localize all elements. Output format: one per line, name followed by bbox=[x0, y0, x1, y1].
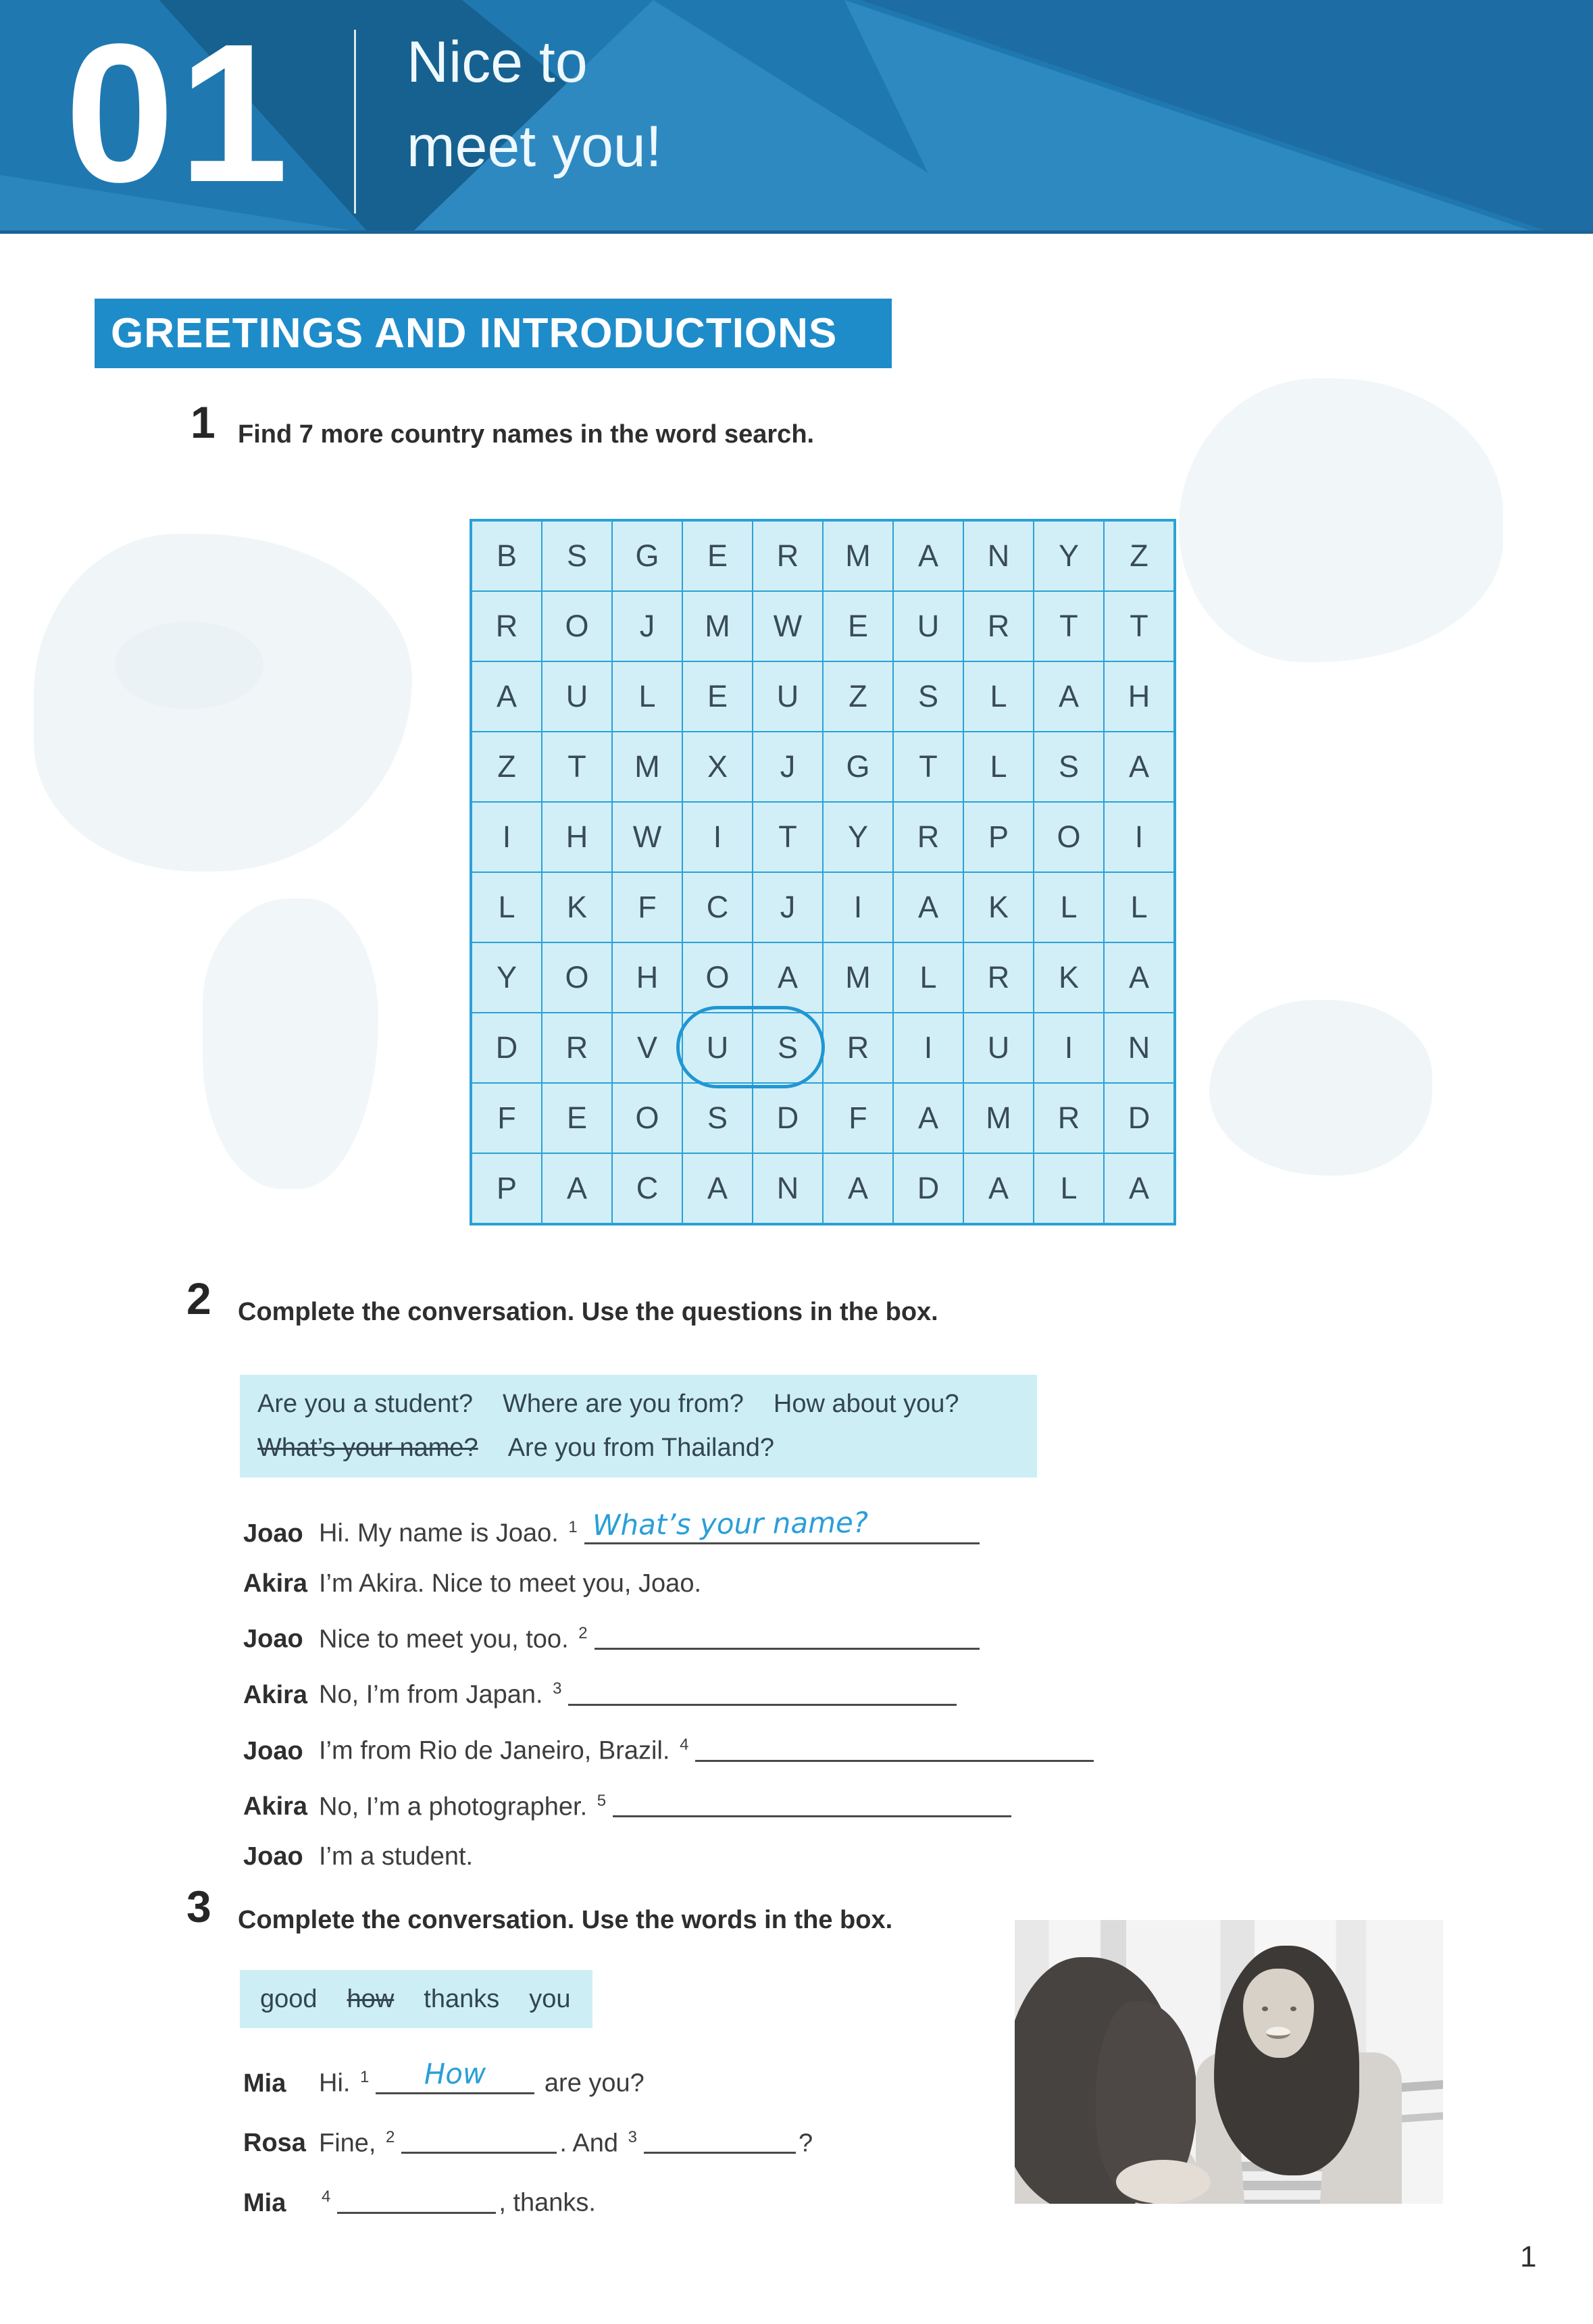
grid-cell-3-2[interactable]: M bbox=[612, 732, 682, 802]
grid-cell-0-3[interactable]: E bbox=[682, 521, 753, 591]
map-asia bbox=[1179, 378, 1503, 662]
photo-person-right-smile bbox=[1266, 2027, 1290, 2039]
grid-cell-8-6[interactable]: A bbox=[893, 1083, 963, 1153]
handwritten-answer: How bbox=[424, 2056, 486, 2091]
grid-cell-0-8[interactable]: Y bbox=[1034, 521, 1104, 591]
grid-cell-3-0[interactable]: Z bbox=[472, 732, 542, 802]
grid-cell-2-6[interactable]: S bbox=[893, 661, 963, 732]
answer-blank[interactable] bbox=[568, 1698, 957, 1706]
dialogue-row bbox=[243, 1505, 1297, 1550]
speaker-name: Joao bbox=[243, 1736, 303, 1765]
grid-cell-5-8[interactable]: L bbox=[1034, 872, 1104, 942]
exercise3-number: 3 bbox=[186, 1881, 211, 1931]
grid-cell-8-1[interactable]: E bbox=[542, 1083, 612, 1153]
answer-blank[interactable] bbox=[337, 2206, 496, 2214]
map-north-america-2 bbox=[115, 622, 263, 709]
exercise2-word-box bbox=[240, 1375, 1037, 1477]
grid-cell-6-6[interactable]: L bbox=[893, 942, 963, 1013]
answer-blank[interactable] bbox=[376, 2056, 534, 2094]
speaker-name: Joao bbox=[243, 1519, 303, 1548]
answer-blank[interactable] bbox=[613, 1809, 1011, 1817]
grid-cell-1-8[interactable]: T bbox=[1034, 591, 1104, 661]
grid-cell-7-8[interactable]: I bbox=[1034, 1013, 1104, 1083]
grid-cell-0-9[interactable]: Z bbox=[1104, 521, 1174, 591]
unit-banner bbox=[0, 0, 1593, 234]
grid-cell-9-3[interactable]: A bbox=[682, 1153, 753, 1223]
grid-cell-5-1[interactable]: K bbox=[542, 872, 612, 942]
grid-cell-5-7[interactable]: K bbox=[963, 872, 1034, 942]
grid-cell-3-3[interactable]: X bbox=[682, 732, 753, 802]
dialogue-text: Fine, $^2$ . And $^3$ ? bbox=[319, 2127, 813, 2158]
speaker-name: Rosa bbox=[243, 2129, 306, 2158]
speaker-name: Joao bbox=[243, 1842, 303, 1871]
unit-title-line1: Nice to bbox=[407, 30, 588, 95]
grid-cell-6-0[interactable]: Y bbox=[472, 942, 542, 1013]
dialogue-text: $^4$ , thanks. bbox=[322, 2188, 596, 2217]
grid-cell-1-3[interactable]: M bbox=[682, 591, 753, 661]
grid-cell-4-5[interactable]: Y bbox=[823, 802, 893, 872]
word-option-struck[interactable]: What’s your name? bbox=[257, 1434, 478, 1462]
grid-cell-4-0[interactable]: I bbox=[472, 802, 542, 872]
grid-cell-9-2[interactable]: C bbox=[612, 1153, 682, 1223]
blank-number: 1 bbox=[360, 2068, 370, 2086]
grid-cell-3-8[interactable]: S bbox=[1034, 732, 1104, 802]
unit-title-divider bbox=[354, 30, 356, 213]
word-box-row bbox=[257, 1390, 1019, 1419]
grid-cell-1-9[interactable]: T bbox=[1104, 591, 1174, 661]
word-box-row bbox=[260, 1985, 572, 2014]
map-australia bbox=[1209, 1000, 1432, 1176]
exercise1-number: 1 bbox=[191, 397, 216, 447]
grid-cell-1-6[interactable]: U bbox=[893, 591, 963, 661]
answer-blank[interactable] bbox=[401, 2146, 557, 2154]
dialogue-text: No, I’m a photographer. $^5$ bbox=[319, 1784, 1014, 1824]
grid-cell-8-5[interactable]: F bbox=[823, 1083, 893, 1153]
photo-person-right-eye-2 bbox=[1290, 2006, 1296, 2011]
answer-blank[interactable] bbox=[595, 1642, 980, 1650]
word-search bbox=[470, 519, 1176, 1226]
exercise2-dialogue bbox=[243, 1505, 1297, 1890]
speaker-name: Akira bbox=[243, 1569, 308, 1598]
grid-cell-3-6[interactable]: T bbox=[893, 732, 963, 802]
grid-cell-2-7[interactable]: L bbox=[963, 661, 1034, 732]
grid-cell-4-1[interactable]: H bbox=[542, 802, 612, 872]
grid-cell-1-2[interactable]: J bbox=[612, 591, 682, 661]
grid-cell-0-1[interactable]: S bbox=[542, 521, 612, 591]
answer-blank[interactable] bbox=[644, 2146, 796, 2154]
grid-cell-2-1[interactable]: U bbox=[542, 661, 612, 732]
grid-cell-7-2[interactable]: V bbox=[612, 1013, 682, 1083]
blank-number: 3 bbox=[553, 1679, 562, 1698]
exercise1-instruction: Find 7 more country names in the word search. bbox=[238, 420, 815, 449]
grid-cell-8-4[interactable]: D bbox=[753, 1083, 823, 1153]
speaker-name: Joao bbox=[243, 1625, 303, 1654]
dialogue-text: Hi. $^1$ How are you? bbox=[319, 2056, 644, 2098]
word-box-row bbox=[257, 1434, 1019, 1463]
grid-cell-5-0[interactable]: L bbox=[472, 872, 542, 942]
grid-cell-5-5[interactable]: I bbox=[823, 872, 893, 942]
grid-cell-6-5[interactable]: M bbox=[823, 942, 893, 1013]
grid-cell-6-8[interactable]: K bbox=[1034, 942, 1104, 1013]
dialogue-row bbox=[243, 1840, 1297, 1873]
dialogue-row bbox=[243, 1784, 1297, 1824]
photo-two-women bbox=[1015, 1920, 1443, 2204]
grid-cell-3-1[interactable]: T bbox=[542, 732, 612, 802]
blank-number: 4 bbox=[322, 2188, 331, 2206]
grid-cell-2-0[interactable]: A bbox=[472, 661, 542, 732]
grid-cell-0-0[interactable]: B bbox=[472, 521, 542, 591]
grid-cell-2-8[interactable]: A bbox=[1034, 661, 1104, 732]
grid-cell-4-9[interactable]: I bbox=[1104, 802, 1174, 872]
grid-cell-9-1[interactable]: A bbox=[542, 1153, 612, 1223]
grid-cell-8-3[interactable]: S bbox=[682, 1083, 753, 1153]
grid-cell-4-6[interactable]: R bbox=[893, 802, 963, 872]
photo-person-right-eye bbox=[1262, 2006, 1268, 2011]
photo-hands bbox=[1116, 2160, 1211, 2204]
dialogue-row bbox=[243, 1728, 1297, 1768]
grid-cell-4-7[interactable]: P bbox=[963, 802, 1034, 872]
grid-cell-5-3[interactable]: C bbox=[682, 872, 753, 942]
grid-cell-0-6[interactable]: A bbox=[893, 521, 963, 591]
word-option[interactable]: How about you? bbox=[773, 1390, 959, 1418]
exercise3-instruction: Complete the conversation. Use the words in the box. bbox=[238, 1906, 893, 1934]
grid-cell-8-9[interactable]: D bbox=[1104, 1083, 1174, 1153]
grid-cell-3-5[interactable]: G bbox=[823, 732, 893, 802]
grid-cell-2-3[interactable]: E bbox=[682, 661, 753, 732]
section-title: GREETINGS AND INTRODUCTIONS bbox=[111, 310, 838, 357]
grid-cell-1-4[interactable]: W bbox=[753, 591, 823, 661]
grid-cell-6-2[interactable]: H bbox=[612, 942, 682, 1013]
grid-cell-3-7[interactable]: L bbox=[963, 732, 1034, 802]
grid-cell-7-9[interactable]: N bbox=[1104, 1013, 1174, 1083]
blank-number: 5 bbox=[597, 1791, 607, 1810]
grid-cell-3-4[interactable]: J bbox=[753, 732, 823, 802]
grid-cell-5-6[interactable]: A bbox=[893, 872, 963, 942]
speaker-name: Akira bbox=[243, 1792, 308, 1821]
page-number: 1 bbox=[1520, 2240, 1537, 2273]
grid-cell-7-1[interactable]: R bbox=[542, 1013, 612, 1083]
grid-cell-7-5[interactable]: R bbox=[823, 1013, 893, 1083]
grid-cell-6-7[interactable]: R bbox=[963, 942, 1034, 1013]
grid-cell-8-7[interactable]: M bbox=[963, 1083, 1034, 1153]
word-option[interactable]: Where are you from? bbox=[503, 1390, 744, 1418]
grid-cell-7-3[interactable]: U bbox=[682, 1013, 753, 1083]
dialogue-row bbox=[243, 1617, 1297, 1657]
unit-title-line2: meet you! bbox=[407, 113, 662, 179]
exercise2-number: 2 bbox=[186, 1273, 211, 1323]
grid-cell-0-4[interactable]: R bbox=[753, 521, 823, 591]
speaker-name: Mia bbox=[243, 2069, 286, 2098]
section-banner bbox=[95, 299, 892, 368]
word-option[interactable]: Are you from Thailand? bbox=[507, 1434, 774, 1462]
unit-title bbox=[407, 20, 662, 188]
grid-cell-2-9[interactable]: H bbox=[1104, 661, 1174, 732]
blank-number: 4 bbox=[680, 1735, 689, 1754]
grid-cell-4-8[interactable]: O bbox=[1034, 802, 1104, 872]
exercise2-instruction: Complete the conversation. Use the questions in the box. bbox=[238, 1298, 938, 1326]
grid-cell-6-9[interactable]: A bbox=[1104, 942, 1174, 1013]
dialogue-text: Nice to meet you, too. $^2$ bbox=[319, 1617, 982, 1657]
grid-cell-4-3[interactable]: I bbox=[682, 802, 753, 872]
dialogue-text: I’m Akira. Nice to meet you, Joao. bbox=[319, 1569, 702, 1598]
word-search-grid bbox=[470, 519, 1176, 1226]
blank-number: 3 bbox=[628, 2127, 637, 2146]
blank-number: 1 bbox=[568, 1518, 578, 1536]
grid-cell-8-8[interactable]: R bbox=[1034, 1083, 1104, 1153]
word-option[interactable]: Are you a student? bbox=[257, 1390, 473, 1418]
dialogue-text: I’m from Rio de Janeiro, Brazil. $^4$ bbox=[319, 1728, 1096, 1768]
blank-number: 2 bbox=[386, 2127, 395, 2146]
dialogue-text: I’m a student. bbox=[319, 1842, 474, 1871]
grid-cell-4-2[interactable]: W bbox=[612, 802, 682, 872]
word-option[interactable]: good bbox=[260, 1984, 318, 2013]
grid-cell-0-2[interactable]: G bbox=[612, 521, 682, 591]
dialogue-text: Hi. My name is Joao. $^1$ What’s your name? bbox=[319, 1511, 982, 1550]
word-option[interactable]: thanks bbox=[424, 1984, 500, 2013]
grid-cell-9-0[interactable]: P bbox=[472, 1153, 542, 1223]
grid-cell-2-5[interactable]: Z bbox=[823, 661, 893, 732]
map-south-america bbox=[203, 899, 378, 1189]
grid-cell-1-0[interactable]: R bbox=[472, 591, 542, 661]
blank-number: 2 bbox=[578, 1623, 588, 1642]
grid-cell-3-9[interactable]: A bbox=[1104, 732, 1174, 802]
answer-blank[interactable] bbox=[584, 1505, 980, 1544]
grid-cell-2-4[interactable]: U bbox=[753, 661, 823, 732]
dialogue-row bbox=[243, 1567, 1297, 1600]
grid-cell-5-9[interactable]: L bbox=[1104, 872, 1174, 942]
circled-word-us bbox=[676, 1006, 825, 1088]
grid-cell-1-7[interactable]: R bbox=[963, 591, 1034, 661]
grid-cell-7-6[interactable]: I bbox=[893, 1013, 963, 1083]
grid-cell-6-3[interactable]: O bbox=[682, 942, 753, 1013]
answer-blank[interactable] bbox=[695, 1754, 1094, 1762]
grid-cell-0-7[interactable]: N bbox=[963, 521, 1034, 591]
grid-cell-5-4[interactable]: J bbox=[753, 872, 823, 942]
grid-cell-9-6[interactable]: D bbox=[893, 1153, 963, 1223]
grid-cell-8-0[interactable]: F bbox=[472, 1083, 542, 1153]
unit-number: 01 bbox=[65, 3, 293, 223]
grid-cell-5-2[interactable]: F bbox=[612, 872, 682, 942]
grid-cell-6-1[interactable]: O bbox=[542, 942, 612, 1013]
dialogue-text: No, I’m from Japan. $^3$ bbox=[319, 1672, 959, 1712]
speaker-name: Akira bbox=[243, 1680, 308, 1709]
grid-cell-8-2[interactable]: O bbox=[612, 1083, 682, 1153]
exercise3-word-box bbox=[240, 1970, 592, 2028]
grid-cell-1-5[interactable]: E bbox=[823, 591, 893, 661]
grid-cell-7-4[interactable]: S bbox=[753, 1013, 823, 1083]
speaker-name: Mia bbox=[243, 2188, 286, 2217]
grid-cell-1-1[interactable]: O bbox=[542, 591, 612, 661]
handwritten-answer: What’s your name? bbox=[592, 1505, 869, 1542]
grid-cell-4-4[interactable]: T bbox=[753, 802, 823, 872]
grid-cell-7-0[interactable]: D bbox=[472, 1013, 542, 1083]
grid-cell-9-4[interactable]: N bbox=[753, 1153, 823, 1223]
grid-cell-9-9[interactable]: A bbox=[1104, 1153, 1174, 1223]
grid-cell-2-2[interactable]: L bbox=[612, 661, 682, 732]
grid-cell-0-5[interactable]: M bbox=[823, 521, 893, 591]
grid-cell-9-5[interactable]: A bbox=[823, 1153, 893, 1223]
word-option[interactable]: you bbox=[529, 1984, 571, 2013]
grid-cell-9-7[interactable]: A bbox=[963, 1153, 1034, 1223]
word-option-struck[interactable]: how bbox=[347, 1984, 395, 2013]
grid-cell-6-4[interactable]: A bbox=[753, 942, 823, 1013]
grid-cell-7-7[interactable]: U bbox=[963, 1013, 1034, 1083]
dialogue-row bbox=[243, 1672, 1297, 1712]
grid-cell-9-8[interactable]: L bbox=[1034, 1153, 1104, 1223]
